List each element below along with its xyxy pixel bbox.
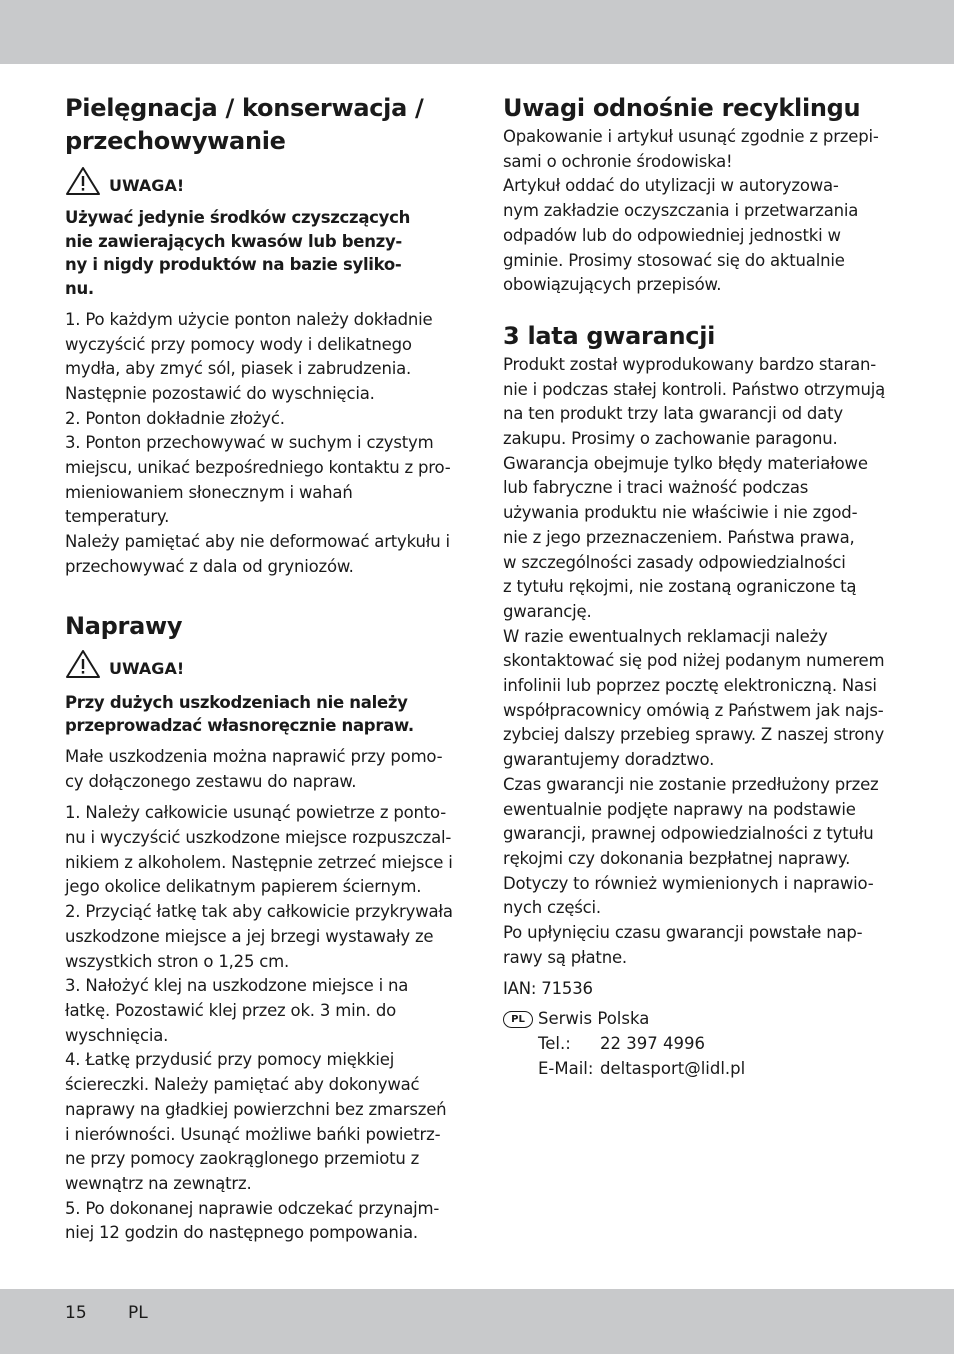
repairs-warning-label: UWAGA! xyxy=(109,658,185,678)
recycling-text: Opakowanie i artykuł usunąć zgodnie z przepi- sami o ochronie środowiska! Artykuł oddać do utylizacji w autoryzowa- nym zakładzie oczyszczania i przetwarzania odpadów lub do odpowiedniej jednostki w gminie. Prosimy stosować się do aktualnie obowiązujących przepisów. xyxy=(503,127,879,295)
warning-triangle-icon xyxy=(65,166,101,196)
repairs-warning-text: Przy dużych uszkodzeniach nie należy przeprowadzać własnoręcznie napraw. xyxy=(65,692,414,736)
repairs-intro: Małe uszkodzenia można naprawić przy pomo- cy dołączonego zestawu do napraw. xyxy=(65,746,443,791)
right-column xyxy=(503,92,893,1081)
tel-label: Tel.: xyxy=(538,1033,571,1053)
service-contact xyxy=(503,1007,893,1081)
page-language: PL xyxy=(128,1303,148,1323)
care-instructions: 1. Po każdym użycie ponton należy dokładnie wyczyścić przy pomocy wody i delikatnego mydła, aby zmyć sól, piasek i zabrudzenia. Następnie pozostawić do wyschnięcia. 2. Ponton dokładnie złożyć. 3. Ponton przechowywać w suchym i czystym miejscu, unikać bezpośredniego kontaktu z pro- mieniowaniem słonecznym i wahań temperatury. Należy pamiętać aby nie deformować artykułu i przechowywać z dala od gryniozów. xyxy=(65,309,451,576)
care-title: Pielęgnacja / konserwacja / przechowywanie xyxy=(65,94,424,155)
left-column xyxy=(65,92,457,1246)
warning-triangle-icon xyxy=(65,649,101,679)
warranty-title: 3 lata gwarancji xyxy=(503,321,716,350)
recycling-title: Uwagi odnośnie recyklingu xyxy=(503,94,861,122)
email-label: E-Mail: xyxy=(538,1058,594,1078)
ian-number: IAN: 71536 xyxy=(503,978,593,998)
care-warning-label: UWAGA! xyxy=(109,176,185,195)
repairs-warning-header xyxy=(65,645,457,679)
service-name: Serwis Polska xyxy=(538,1009,650,1029)
repairs-title: Naprawy xyxy=(65,611,183,640)
tel-value: 22 397 4996 xyxy=(600,1033,705,1053)
repairs-steps: 1. Należy całkowicie usunąć powietrze z ponto- nu i wyczyścić uszkodzone miejsce rozpuszczal- nikiem z alkoholem. Następnie zetrzeć miejsce i jego okolice delikatnym papierem ściernym. 2. Przyciąć łatkę tak aby całkowicie przykrywała uszkodzone miejsce a jej brzegi wystawały ze wszystkich stron o 1,25 cm. 3. Nałożyć klej na uszkodzone miejsce i na łatkę. Pozostawić klej przez ok. 3 min. do wyschnięcia. 4. Łatkę przydusić przy pomocy miękkiej ściereczki. Należy pamiętać aby dokonywać naprawy na gładkiej powierzchni bez zmarszeń i nierówności. Usunąć możliwe bańki powietrz- ne przy pomocy zaokrąglonego przemiotu z wewnątrz na zewnątrz. 5. Po dokonanej naprawie odczekać przynajm- niej 12 godzin do następnego pompowania. xyxy=(65,803,453,1243)
email-value: deltasport@lidl.pl xyxy=(600,1058,746,1078)
warranty-text: Produkt został wyprodukowany bardzo staran- nie i podczas stałej kontroli. Państwo otrzymują na ten produkt trzy lata gwarancji od daty zakupu. Prosimy o zachowanie paragonu. Gwarancja obejmuje tylko błędy materiałowe lub fabryczne i traci ważność podczas używania produktu nie właściwie i nie zgod- nie z jego przeznaczeniem. Państwa prawa, w szczególności zasady odpowiedzialności z tytułu rękojmi, nie zostaną ograniczone tą gwarancję. W razie ewentualnych reklamacji należy skontaktować się pod niżej podanym numerem infolinii lub poprzez pocztę elektroniczną. Nasi współpracownicy omówią z Państwem jak najs- zybciej dalszy przebieg sprawy. Z naszej strony gwarantujemy doradztwo. Czas gwarancji nie zostanie przedłużony przez ewentualnie podjęte naprawy na podstawie gwarancji, prawnej odpowiedzialności z tytułu rękojmi czy dokonania bezpłatnej naprawy. Dotyczy to również wymienionych i naprawio- nych części. Po upłynięciu czasu gwarancji powstałe nap- rawy są płatne. xyxy=(503,354,886,967)
care-warning-header xyxy=(65,162,457,196)
country-badge: PL xyxy=(503,1011,533,1028)
header-bar xyxy=(0,0,954,64)
page-number: 15 xyxy=(65,1303,87,1323)
care-warning-text: Używać jedynie środków czyszczących nie zawierających kwasów lub benzy- ny i nigdy produktów na bazie syliko- nu. xyxy=(65,208,411,299)
